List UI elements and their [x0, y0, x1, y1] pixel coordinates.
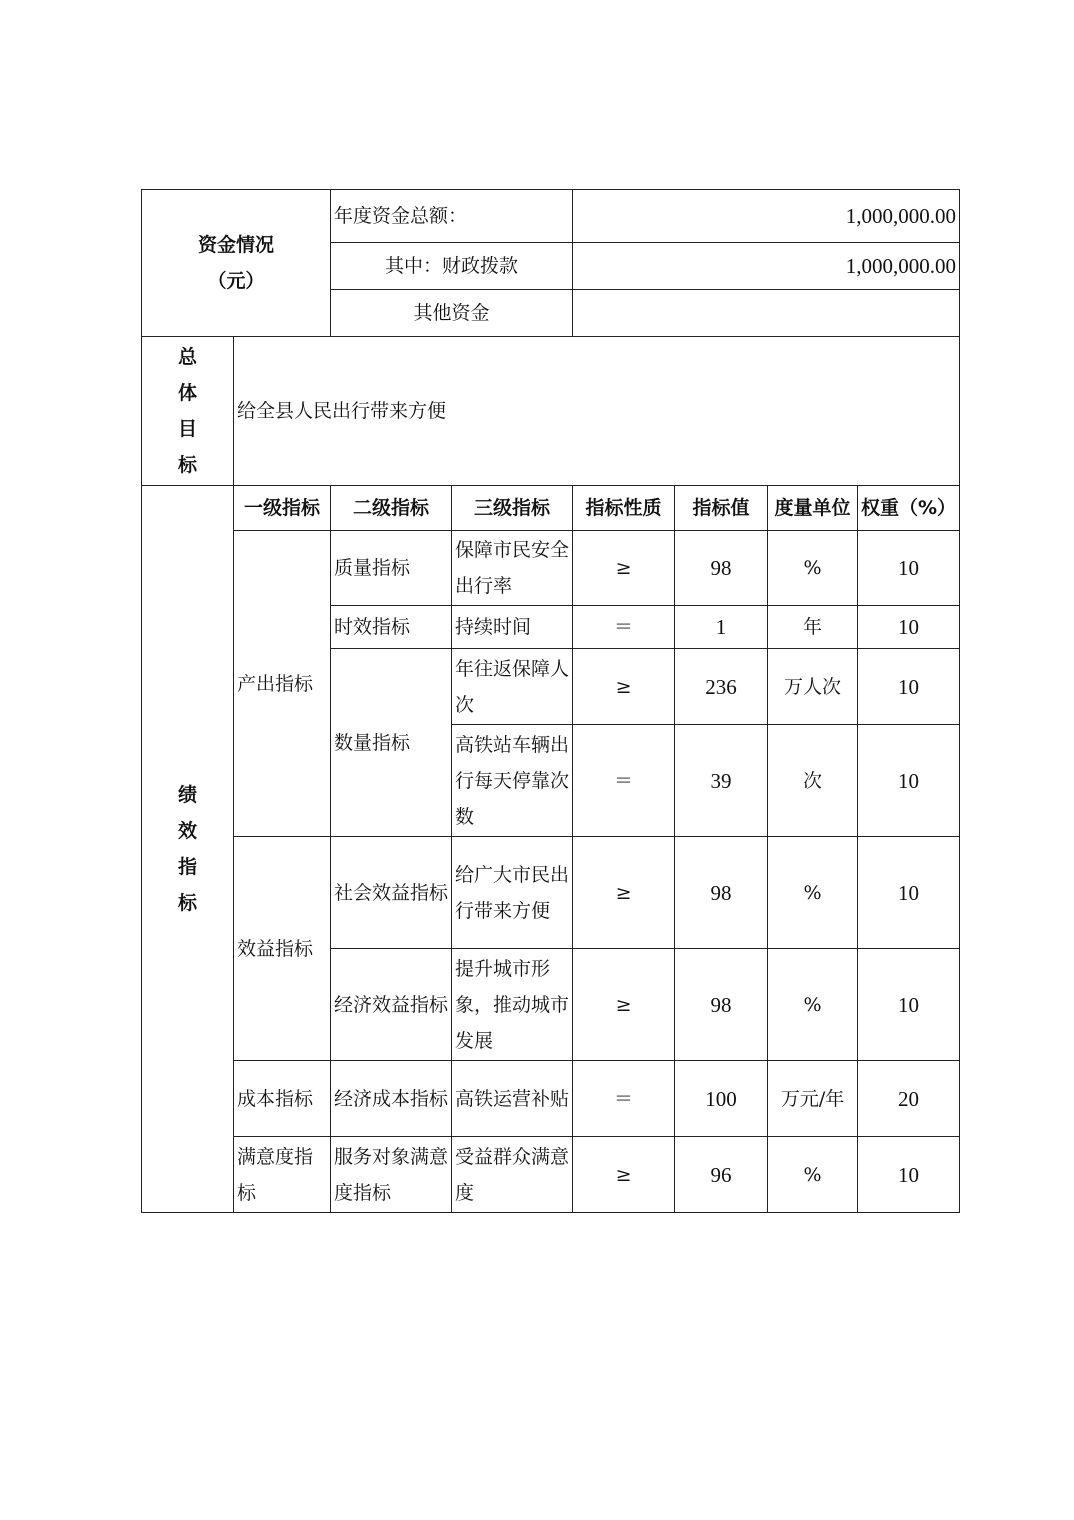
overall-goal-text: 给全县人民出行带来方便 [234, 337, 960, 486]
indicator-value: 236 [675, 649, 768, 725]
header-value: 指标值 [675, 486, 768, 531]
goal-label-char: 体 [177, 382, 197, 404]
group-cost: 成本指标 [234, 1061, 331, 1137]
goal-label-char: 标 [177, 454, 197, 476]
third-indicator: 给广大市民出行带来方便 [455, 863, 570, 922]
group-benefit: 效益指标 [234, 837, 331, 1061]
performance-indicators-label [142, 486, 234, 1213]
indicator-unit: % [768, 949, 858, 1061]
third-indicator: 持续时间 [455, 616, 532, 638]
secondary-quantity: 数量指标 [331, 649, 452, 837]
perf-label-char: 绩 [177, 784, 197, 806]
indicator-weight: 10 [858, 649, 960, 725]
perf-label-char: 指 [177, 856, 197, 878]
fiscal-allocation-label: 其中：财政拨款 [331, 243, 573, 290]
indicator-nature: ＝ [573, 1061, 675, 1137]
third-indicator: 提升城市形象，推动城市发展 [455, 957, 570, 1052]
third-indicator: 高铁站车辆出行每天停靠次数 [455, 733, 570, 828]
table-row [142, 1061, 960, 1137]
header-level2: 二级指标 [331, 486, 452, 531]
table-row [142, 531, 960, 606]
indicator-weight: 20 [858, 1061, 960, 1137]
indicator-weight: 10 [858, 606, 960, 649]
indicator-nature: ≥ [573, 949, 675, 1061]
indicator-weight: 10 [858, 725, 960, 837]
indicator-value: 1 [675, 606, 768, 649]
secondary-service: 服务对象满意度指标 [334, 1145, 449, 1204]
annual-total-value: 1,000,000.00 [573, 190, 960, 243]
indicator-value: 98 [675, 531, 768, 606]
fiscal-allocation-value: 1,000,000.00 [573, 243, 960, 290]
indicator-unit: % [768, 1137, 858, 1213]
other-funds-label: 其他资金 [331, 290, 573, 337]
indicator-weight: 10 [858, 837, 960, 949]
indicator-value: 98 [675, 949, 768, 1061]
header-nature: 指标性质 [573, 486, 675, 531]
indicator-unit: 万元/年 [768, 1061, 858, 1137]
group-output: 产出指标 [234, 531, 331, 837]
secondary-timeliness: 时效指标 [331, 606, 452, 649]
indicator-weight: 10 [858, 949, 960, 1061]
third-indicator: 受益群众满意度 [455, 1145, 570, 1204]
annual-total-label: 年度资金总额： [331, 190, 573, 243]
secondary-economic: 经济效益指标 [334, 993, 449, 1016]
perf-label-char: 标 [177, 892, 197, 914]
indicator-unit: 次 [768, 725, 858, 837]
third-indicator: 年往返保障人次 [455, 657, 570, 716]
header-level1: 一级指标 [234, 486, 331, 531]
indicator-unit: % [768, 531, 858, 606]
other-funds-value [573, 290, 960, 337]
indicator-nature: ≥ [573, 649, 675, 725]
indicator-value: 98 [675, 837, 768, 949]
goal-label-char: 目 [177, 418, 197, 440]
goal-label-char: 总 [177, 346, 197, 368]
secondary-econ-cost: 经济成本指标 [334, 1087, 449, 1110]
table-row [142, 1137, 960, 1213]
third-indicator: 保障市民安全出行率 [455, 539, 570, 597]
indicator-unit: 年 [768, 606, 858, 649]
indicator-nature: ＝ [573, 725, 675, 837]
funds-unit-text: （元） [207, 270, 265, 292]
indicator-value: 96 [675, 1137, 768, 1213]
funds-label-text: 资金情况 [198, 234, 275, 256]
indicator-nature: ≥ [573, 837, 675, 949]
table-row [142, 837, 960, 949]
indicator-weight: 10 [858, 1137, 960, 1213]
indicator-nature: ＝ [573, 606, 675, 649]
header-level3: 三级指标 [452, 486, 573, 531]
overall-goal-label [142, 337, 234, 486]
third-indicator: 高铁运营补贴 [455, 1087, 570, 1110]
header-weight: 权重（%） [858, 486, 960, 531]
group-satisfaction: 满意度指标 [237, 1145, 314, 1204]
performance-target-table [141, 189, 960, 1213]
indicator-nature: ≥ [573, 531, 675, 606]
indicator-unit: % [768, 837, 858, 949]
secondary-social: 社会效益指标 [334, 881, 449, 904]
indicator-weight: 10 [858, 531, 960, 606]
indicator-unit: 万人次 [768, 649, 858, 725]
indicator-value: 100 [675, 1061, 768, 1137]
header-unit: 度量单位 [768, 486, 858, 531]
indicator-value: 39 [675, 725, 768, 837]
perf-label-char: 效 [177, 820, 197, 842]
secondary-quality: 质量指标 [331, 531, 452, 606]
funds-section-label [142, 190, 331, 337]
indicator-nature: ≥ [573, 1137, 675, 1213]
